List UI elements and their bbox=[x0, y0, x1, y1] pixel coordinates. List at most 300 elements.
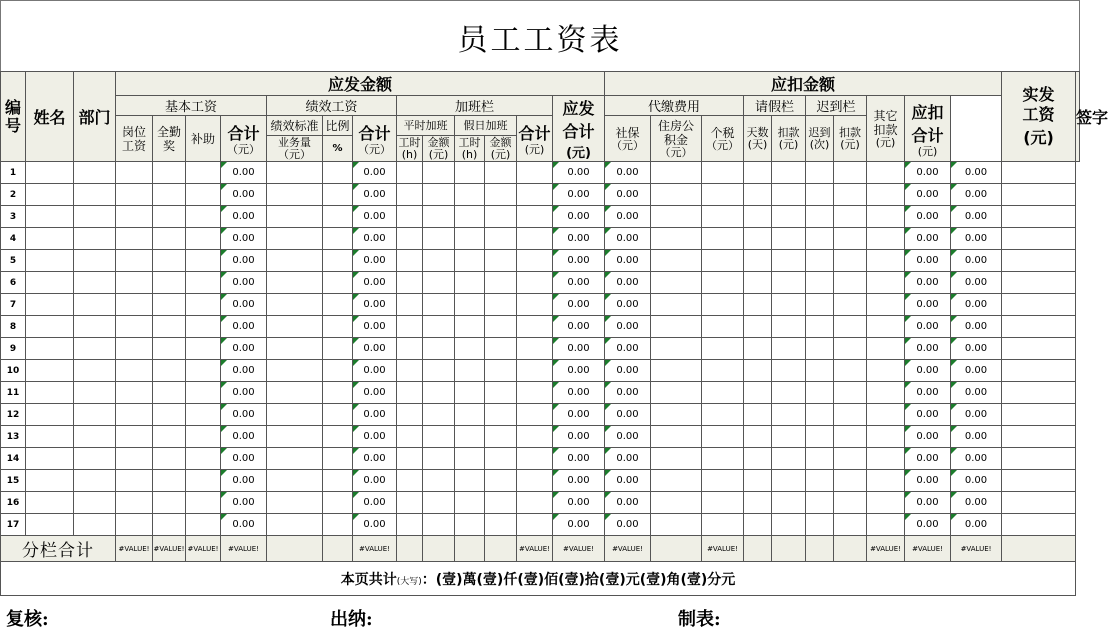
input-cell[interactable] bbox=[834, 294, 867, 316]
input-cell[interactable] bbox=[772, 206, 806, 228]
input-cell[interactable] bbox=[806, 492, 834, 514]
input-cell[interactable] bbox=[397, 404, 423, 426]
input-cell[interactable] bbox=[834, 228, 867, 250]
input-cell[interactable] bbox=[744, 250, 772, 272]
input-cell[interactable] bbox=[702, 426, 744, 448]
input-cell[interactable] bbox=[702, 470, 744, 492]
input-cell[interactable] bbox=[806, 272, 834, 294]
input-cell[interactable] bbox=[772, 492, 806, 514]
input-cell[interactable] bbox=[397, 250, 423, 272]
input-cell[interactable] bbox=[116, 294, 153, 316]
input-cell[interactable] bbox=[153, 448, 186, 470]
value-cell[interactable]: 0.00 bbox=[951, 162, 1002, 184]
input-cell[interactable] bbox=[772, 470, 806, 492]
value-cell[interactable]: 0.00 bbox=[353, 316, 397, 338]
input-cell[interactable] bbox=[74, 382, 116, 404]
input-cell[interactable] bbox=[153, 206, 186, 228]
input-cell[interactable] bbox=[772, 448, 806, 470]
input-cell[interactable] bbox=[74, 426, 116, 448]
value-cell[interactable]: 0.00 bbox=[605, 250, 651, 272]
value-cell[interactable]: 0.00 bbox=[553, 404, 605, 426]
input-cell[interactable] bbox=[323, 206, 353, 228]
input-cell[interactable] bbox=[397, 184, 423, 206]
input-cell[interactable] bbox=[74, 184, 116, 206]
input-cell[interactable] bbox=[74, 492, 116, 514]
input-cell[interactable] bbox=[1002, 492, 1076, 514]
input-cell[interactable] bbox=[702, 294, 744, 316]
value-cell[interactable]: 0.00 bbox=[951, 316, 1002, 338]
input-cell[interactable] bbox=[485, 294, 517, 316]
value-cell[interactable]: 0.00 bbox=[553, 206, 605, 228]
input-cell[interactable] bbox=[186, 514, 221, 536]
input-cell[interactable] bbox=[867, 272, 905, 294]
input-cell[interactable] bbox=[744, 382, 772, 404]
input-cell[interactable] bbox=[834, 492, 867, 514]
input-cell[interactable] bbox=[1002, 162, 1076, 184]
input-cell[interactable] bbox=[455, 360, 485, 382]
input-cell[interactable] bbox=[772, 294, 806, 316]
input-cell[interactable] bbox=[26, 294, 74, 316]
input-cell[interactable] bbox=[26, 404, 74, 426]
value-cell[interactable]: 0.00 bbox=[951, 426, 1002, 448]
value-cell[interactable]: 0.00 bbox=[951, 294, 1002, 316]
input-cell[interactable] bbox=[267, 404, 323, 426]
value-cell[interactable]: 0.00 bbox=[221, 426, 267, 448]
input-cell[interactable] bbox=[517, 184, 553, 206]
input-cell[interactable] bbox=[702, 360, 744, 382]
input-cell[interactable] bbox=[806, 360, 834, 382]
value-cell[interactable]: 0.00 bbox=[221, 228, 267, 250]
input-cell[interactable] bbox=[186, 206, 221, 228]
input-cell[interactable] bbox=[485, 382, 517, 404]
value-cell[interactable]: 0.00 bbox=[905, 492, 951, 514]
input-cell[interactable] bbox=[153, 294, 186, 316]
input-cell[interactable] bbox=[267, 316, 323, 338]
value-cell[interactable]: 0.00 bbox=[605, 184, 651, 206]
value-cell[interactable]: 0.00 bbox=[905, 448, 951, 470]
input-cell[interactable] bbox=[455, 448, 485, 470]
input-cell[interactable] bbox=[1002, 360, 1076, 382]
input-cell[interactable] bbox=[323, 404, 353, 426]
input-cell[interactable] bbox=[485, 206, 517, 228]
input-cell[interactable] bbox=[772, 184, 806, 206]
input-cell[interactable] bbox=[517, 272, 553, 294]
input-cell[interactable] bbox=[267, 492, 323, 514]
input-cell[interactable] bbox=[323, 162, 353, 184]
input-cell[interactable] bbox=[651, 206, 702, 228]
value-cell[interactable]: 0.00 bbox=[353, 338, 397, 360]
input-cell[interactable] bbox=[116, 448, 153, 470]
input-cell[interactable] bbox=[423, 250, 455, 272]
input-cell[interactable] bbox=[867, 250, 905, 272]
input-cell[interactable] bbox=[323, 338, 353, 360]
value-cell[interactable]: 0.00 bbox=[951, 470, 1002, 492]
value-cell[interactable]: 0.00 bbox=[221, 184, 267, 206]
value-cell[interactable]: 0.00 bbox=[553, 316, 605, 338]
input-cell[interactable] bbox=[867, 514, 905, 536]
value-cell[interactable]: 0.00 bbox=[353, 426, 397, 448]
input-cell[interactable] bbox=[186, 426, 221, 448]
input-cell[interactable] bbox=[186, 294, 221, 316]
value-cell[interactable]: 0.00 bbox=[221, 360, 267, 382]
value-cell[interactable]: 0.00 bbox=[353, 360, 397, 382]
value-cell[interactable]: 0.00 bbox=[605, 294, 651, 316]
value-cell[interactable]: 0.00 bbox=[951, 184, 1002, 206]
input-cell[interactable] bbox=[806, 228, 834, 250]
input-cell[interactable] bbox=[186, 360, 221, 382]
input-cell[interactable] bbox=[1002, 470, 1076, 492]
input-cell[interactable] bbox=[26, 228, 74, 250]
input-cell[interactable] bbox=[267, 382, 323, 404]
input-cell[interactable] bbox=[834, 162, 867, 184]
input-cell[interactable] bbox=[26, 184, 74, 206]
value-cell[interactable]: 0.00 bbox=[221, 250, 267, 272]
input-cell[interactable] bbox=[744, 470, 772, 492]
input-cell[interactable] bbox=[423, 316, 455, 338]
input-cell[interactable] bbox=[153, 360, 186, 382]
input-cell[interactable] bbox=[834, 316, 867, 338]
input-cell[interactable] bbox=[186, 228, 221, 250]
input-cell[interactable] bbox=[397, 338, 423, 360]
input-cell[interactable] bbox=[806, 184, 834, 206]
input-cell[interactable] bbox=[744, 338, 772, 360]
input-cell[interactable] bbox=[517, 338, 553, 360]
input-cell[interactable] bbox=[806, 206, 834, 228]
input-cell[interactable] bbox=[267, 184, 323, 206]
input-cell[interactable] bbox=[867, 184, 905, 206]
input-cell[interactable] bbox=[485, 162, 517, 184]
input-cell[interactable] bbox=[806, 470, 834, 492]
value-cell[interactable]: 0.00 bbox=[905, 426, 951, 448]
input-cell[interactable] bbox=[517, 228, 553, 250]
value-cell[interactable]: 0.00 bbox=[951, 404, 1002, 426]
input-cell[interactable] bbox=[423, 426, 455, 448]
input-cell[interactable] bbox=[423, 272, 455, 294]
input-cell[interactable] bbox=[397, 448, 423, 470]
input-cell[interactable] bbox=[702, 272, 744, 294]
input-cell[interactable] bbox=[267, 294, 323, 316]
input-cell[interactable] bbox=[517, 448, 553, 470]
input-cell[interactable] bbox=[455, 404, 485, 426]
input-cell[interactable] bbox=[834, 470, 867, 492]
value-cell[interactable]: 0.00 bbox=[553, 250, 605, 272]
input-cell[interactable] bbox=[702, 162, 744, 184]
input-cell[interactable] bbox=[772, 316, 806, 338]
input-cell[interactable] bbox=[1002, 426, 1076, 448]
input-cell[interactable] bbox=[744, 492, 772, 514]
value-cell[interactable]: 0.00 bbox=[353, 162, 397, 184]
value-cell[interactable]: 0.00 bbox=[951, 448, 1002, 470]
value-cell[interactable]: 0.00 bbox=[605, 206, 651, 228]
input-cell[interactable] bbox=[26, 426, 74, 448]
input-cell[interactable] bbox=[74, 360, 116, 382]
input-cell[interactable] bbox=[186, 316, 221, 338]
value-cell[interactable]: 0.00 bbox=[951, 492, 1002, 514]
input-cell[interactable] bbox=[806, 448, 834, 470]
input-cell[interactable] bbox=[186, 184, 221, 206]
input-cell[interactable] bbox=[186, 382, 221, 404]
input-cell[interactable] bbox=[702, 206, 744, 228]
input-cell[interactable] bbox=[455, 426, 485, 448]
value-cell[interactable]: 0.00 bbox=[951, 272, 1002, 294]
value-cell[interactable]: 0.00 bbox=[951, 250, 1002, 272]
input-cell[interactable] bbox=[834, 448, 867, 470]
input-cell[interactable] bbox=[744, 206, 772, 228]
input-cell[interactable] bbox=[806, 382, 834, 404]
input-cell[interactable] bbox=[834, 272, 867, 294]
input-cell[interactable] bbox=[323, 294, 353, 316]
input-cell[interactable] bbox=[702, 404, 744, 426]
value-cell[interactable]: 0.00 bbox=[951, 228, 1002, 250]
input-cell[interactable] bbox=[455, 492, 485, 514]
input-cell[interactable] bbox=[772, 360, 806, 382]
input-cell[interactable] bbox=[806, 316, 834, 338]
input-cell[interactable] bbox=[323, 360, 353, 382]
input-cell[interactable] bbox=[323, 228, 353, 250]
value-cell[interactable]: 0.00 bbox=[605, 272, 651, 294]
input-cell[interactable] bbox=[323, 382, 353, 404]
value-cell[interactable]: 0.00 bbox=[221, 316, 267, 338]
input-cell[interactable] bbox=[517, 492, 553, 514]
input-cell[interactable] bbox=[267, 206, 323, 228]
input-cell[interactable] bbox=[26, 360, 74, 382]
value-cell[interactable]: 0.00 bbox=[353, 514, 397, 536]
value-cell[interactable]: 0.00 bbox=[605, 360, 651, 382]
input-cell[interactable] bbox=[397, 272, 423, 294]
value-cell[interactable]: 0.00 bbox=[905, 360, 951, 382]
input-cell[interactable] bbox=[834, 184, 867, 206]
input-cell[interactable] bbox=[1002, 382, 1076, 404]
input-cell[interactable] bbox=[806, 338, 834, 360]
value-cell[interactable]: 0.00 bbox=[221, 470, 267, 492]
input-cell[interactable] bbox=[74, 228, 116, 250]
value-cell[interactable]: 0.00 bbox=[605, 382, 651, 404]
value-cell[interactable]: 0.00 bbox=[605, 448, 651, 470]
input-cell[interactable] bbox=[267, 250, 323, 272]
input-cell[interactable] bbox=[834, 426, 867, 448]
input-cell[interactable] bbox=[26, 382, 74, 404]
input-cell[interactable] bbox=[116, 492, 153, 514]
value-cell[interactable]: 0.00 bbox=[353, 492, 397, 514]
input-cell[interactable] bbox=[744, 404, 772, 426]
input-cell[interactable] bbox=[517, 206, 553, 228]
value-cell[interactable]: 0.00 bbox=[353, 272, 397, 294]
input-cell[interactable] bbox=[397, 228, 423, 250]
input-cell[interactable] bbox=[651, 338, 702, 360]
input-cell[interactable] bbox=[485, 338, 517, 360]
input-cell[interactable] bbox=[116, 382, 153, 404]
input-cell[interactable] bbox=[1002, 338, 1076, 360]
value-cell[interactable]: 0.00 bbox=[605, 492, 651, 514]
input-cell[interactable] bbox=[423, 338, 455, 360]
value-cell[interactable]: 0.00 bbox=[605, 514, 651, 536]
input-cell[interactable] bbox=[517, 316, 553, 338]
input-cell[interactable] bbox=[834, 514, 867, 536]
value-cell[interactable]: 0.00 bbox=[553, 382, 605, 404]
input-cell[interactable] bbox=[651, 492, 702, 514]
value-cell[interactable]: 0.00 bbox=[221, 492, 267, 514]
input-cell[interactable] bbox=[323, 272, 353, 294]
value-cell[interactable]: 0.00 bbox=[553, 338, 605, 360]
input-cell[interactable] bbox=[867, 404, 905, 426]
input-cell[interactable] bbox=[485, 272, 517, 294]
value-cell[interactable]: 0.00 bbox=[353, 470, 397, 492]
input-cell[interactable] bbox=[485, 514, 517, 536]
input-cell[interactable] bbox=[744, 360, 772, 382]
input-cell[interactable] bbox=[651, 514, 702, 536]
input-cell[interactable] bbox=[186, 470, 221, 492]
input-cell[interactable] bbox=[485, 250, 517, 272]
input-cell[interactable] bbox=[455, 250, 485, 272]
input-cell[interactable] bbox=[455, 272, 485, 294]
input-cell[interactable] bbox=[834, 338, 867, 360]
input-cell[interactable] bbox=[74, 470, 116, 492]
value-cell[interactable]: 0.00 bbox=[905, 272, 951, 294]
value-cell[interactable]: 0.00 bbox=[605, 228, 651, 250]
input-cell[interactable] bbox=[26, 338, 74, 360]
input-cell[interactable] bbox=[485, 470, 517, 492]
value-cell[interactable]: 0.00 bbox=[553, 228, 605, 250]
input-cell[interactable] bbox=[323, 426, 353, 448]
value-cell[interactable]: 0.00 bbox=[221, 338, 267, 360]
value-cell[interactable]: 0.00 bbox=[553, 514, 605, 536]
input-cell[interactable] bbox=[267, 448, 323, 470]
input-cell[interactable] bbox=[74, 294, 116, 316]
value-cell[interactable]: 0.00 bbox=[951, 514, 1002, 536]
input-cell[interactable] bbox=[26, 316, 74, 338]
input-cell[interactable] bbox=[423, 382, 455, 404]
value-cell[interactable]: 0.00 bbox=[905, 206, 951, 228]
input-cell[interactable] bbox=[116, 162, 153, 184]
input-cell[interactable] bbox=[772, 338, 806, 360]
input-cell[interactable] bbox=[651, 250, 702, 272]
input-cell[interactable] bbox=[651, 162, 702, 184]
input-cell[interactable] bbox=[423, 206, 455, 228]
input-cell[interactable] bbox=[74, 162, 116, 184]
value-cell[interactable]: 0.00 bbox=[221, 162, 267, 184]
input-cell[interactable] bbox=[806, 404, 834, 426]
input-cell[interactable] bbox=[806, 250, 834, 272]
input-cell[interactable] bbox=[153, 404, 186, 426]
value-cell[interactable]: 0.00 bbox=[905, 250, 951, 272]
value-cell[interactable]: 0.00 bbox=[553, 360, 605, 382]
input-cell[interactable] bbox=[806, 426, 834, 448]
input-cell[interactable] bbox=[702, 448, 744, 470]
input-cell[interactable] bbox=[651, 228, 702, 250]
input-cell[interactable] bbox=[153, 338, 186, 360]
input-cell[interactable] bbox=[74, 448, 116, 470]
input-cell[interactable] bbox=[267, 360, 323, 382]
value-cell[interactable]: 0.00 bbox=[353, 184, 397, 206]
value-cell[interactable]: 0.00 bbox=[221, 294, 267, 316]
value-cell[interactable]: 0.00 bbox=[605, 338, 651, 360]
input-cell[interactable] bbox=[397, 426, 423, 448]
input-cell[interactable] bbox=[26, 250, 74, 272]
input-cell[interactable] bbox=[772, 162, 806, 184]
input-cell[interactable] bbox=[397, 316, 423, 338]
input-cell[interactable] bbox=[116, 404, 153, 426]
input-cell[interactable] bbox=[116, 514, 153, 536]
input-cell[interactable] bbox=[455, 162, 485, 184]
input-cell[interactable] bbox=[485, 184, 517, 206]
value-cell[interactable]: 0.00 bbox=[905, 470, 951, 492]
input-cell[interactable] bbox=[651, 184, 702, 206]
input-cell[interactable] bbox=[867, 382, 905, 404]
input-cell[interactable] bbox=[423, 228, 455, 250]
input-cell[interactable] bbox=[267, 514, 323, 536]
input-cell[interactable] bbox=[397, 492, 423, 514]
input-cell[interactable] bbox=[772, 228, 806, 250]
input-cell[interactable] bbox=[485, 492, 517, 514]
input-cell[interactable] bbox=[651, 404, 702, 426]
input-cell[interactable] bbox=[397, 162, 423, 184]
value-cell[interactable]: 0.00 bbox=[221, 448, 267, 470]
input-cell[interactable] bbox=[702, 316, 744, 338]
input-cell[interactable] bbox=[186, 404, 221, 426]
input-cell[interactable] bbox=[116, 470, 153, 492]
input-cell[interactable] bbox=[485, 360, 517, 382]
value-cell[interactable]: 0.00 bbox=[605, 316, 651, 338]
input-cell[interactable] bbox=[423, 184, 455, 206]
input-cell[interactable] bbox=[651, 426, 702, 448]
input-cell[interactable] bbox=[26, 514, 74, 536]
input-cell[interactable] bbox=[1002, 514, 1076, 536]
input-cell[interactable] bbox=[323, 250, 353, 272]
input-cell[interactable] bbox=[153, 228, 186, 250]
input-cell[interactable] bbox=[1002, 206, 1076, 228]
input-cell[interactable] bbox=[1002, 404, 1076, 426]
value-cell[interactable]: 0.00 bbox=[605, 426, 651, 448]
input-cell[interactable] bbox=[1002, 294, 1076, 316]
input-cell[interactable] bbox=[744, 316, 772, 338]
input-cell[interactable] bbox=[423, 162, 455, 184]
input-cell[interactable] bbox=[455, 294, 485, 316]
value-cell[interactable]: 0.00 bbox=[353, 382, 397, 404]
input-cell[interactable] bbox=[744, 514, 772, 536]
input-cell[interactable] bbox=[806, 514, 834, 536]
value-cell[interactable]: 0.00 bbox=[353, 206, 397, 228]
input-cell[interactable] bbox=[772, 382, 806, 404]
input-cell[interactable] bbox=[323, 316, 353, 338]
input-cell[interactable] bbox=[651, 448, 702, 470]
input-cell[interactable] bbox=[702, 338, 744, 360]
input-cell[interactable] bbox=[153, 316, 186, 338]
input-cell[interactable] bbox=[806, 162, 834, 184]
input-cell[interactable] bbox=[867, 162, 905, 184]
input-cell[interactable] bbox=[186, 338, 221, 360]
value-cell[interactable]: 0.00 bbox=[553, 184, 605, 206]
input-cell[interactable] bbox=[74, 316, 116, 338]
value-cell[interactable]: 0.00 bbox=[221, 514, 267, 536]
input-cell[interactable] bbox=[744, 272, 772, 294]
value-cell[interactable]: 0.00 bbox=[553, 294, 605, 316]
value-cell[interactable]: 0.00 bbox=[353, 228, 397, 250]
input-cell[interactable] bbox=[744, 294, 772, 316]
input-cell[interactable] bbox=[772, 250, 806, 272]
input-cell[interactable] bbox=[153, 470, 186, 492]
input-cell[interactable] bbox=[423, 448, 455, 470]
input-cell[interactable] bbox=[455, 316, 485, 338]
input-cell[interactable] bbox=[867, 316, 905, 338]
input-cell[interactable] bbox=[116, 228, 153, 250]
input-cell[interactable] bbox=[323, 448, 353, 470]
input-cell[interactable] bbox=[1002, 228, 1076, 250]
input-cell[interactable] bbox=[74, 250, 116, 272]
input-cell[interactable] bbox=[834, 382, 867, 404]
value-cell[interactable]: 0.00 bbox=[951, 382, 1002, 404]
input-cell[interactable] bbox=[651, 272, 702, 294]
input-cell[interactable] bbox=[186, 272, 221, 294]
